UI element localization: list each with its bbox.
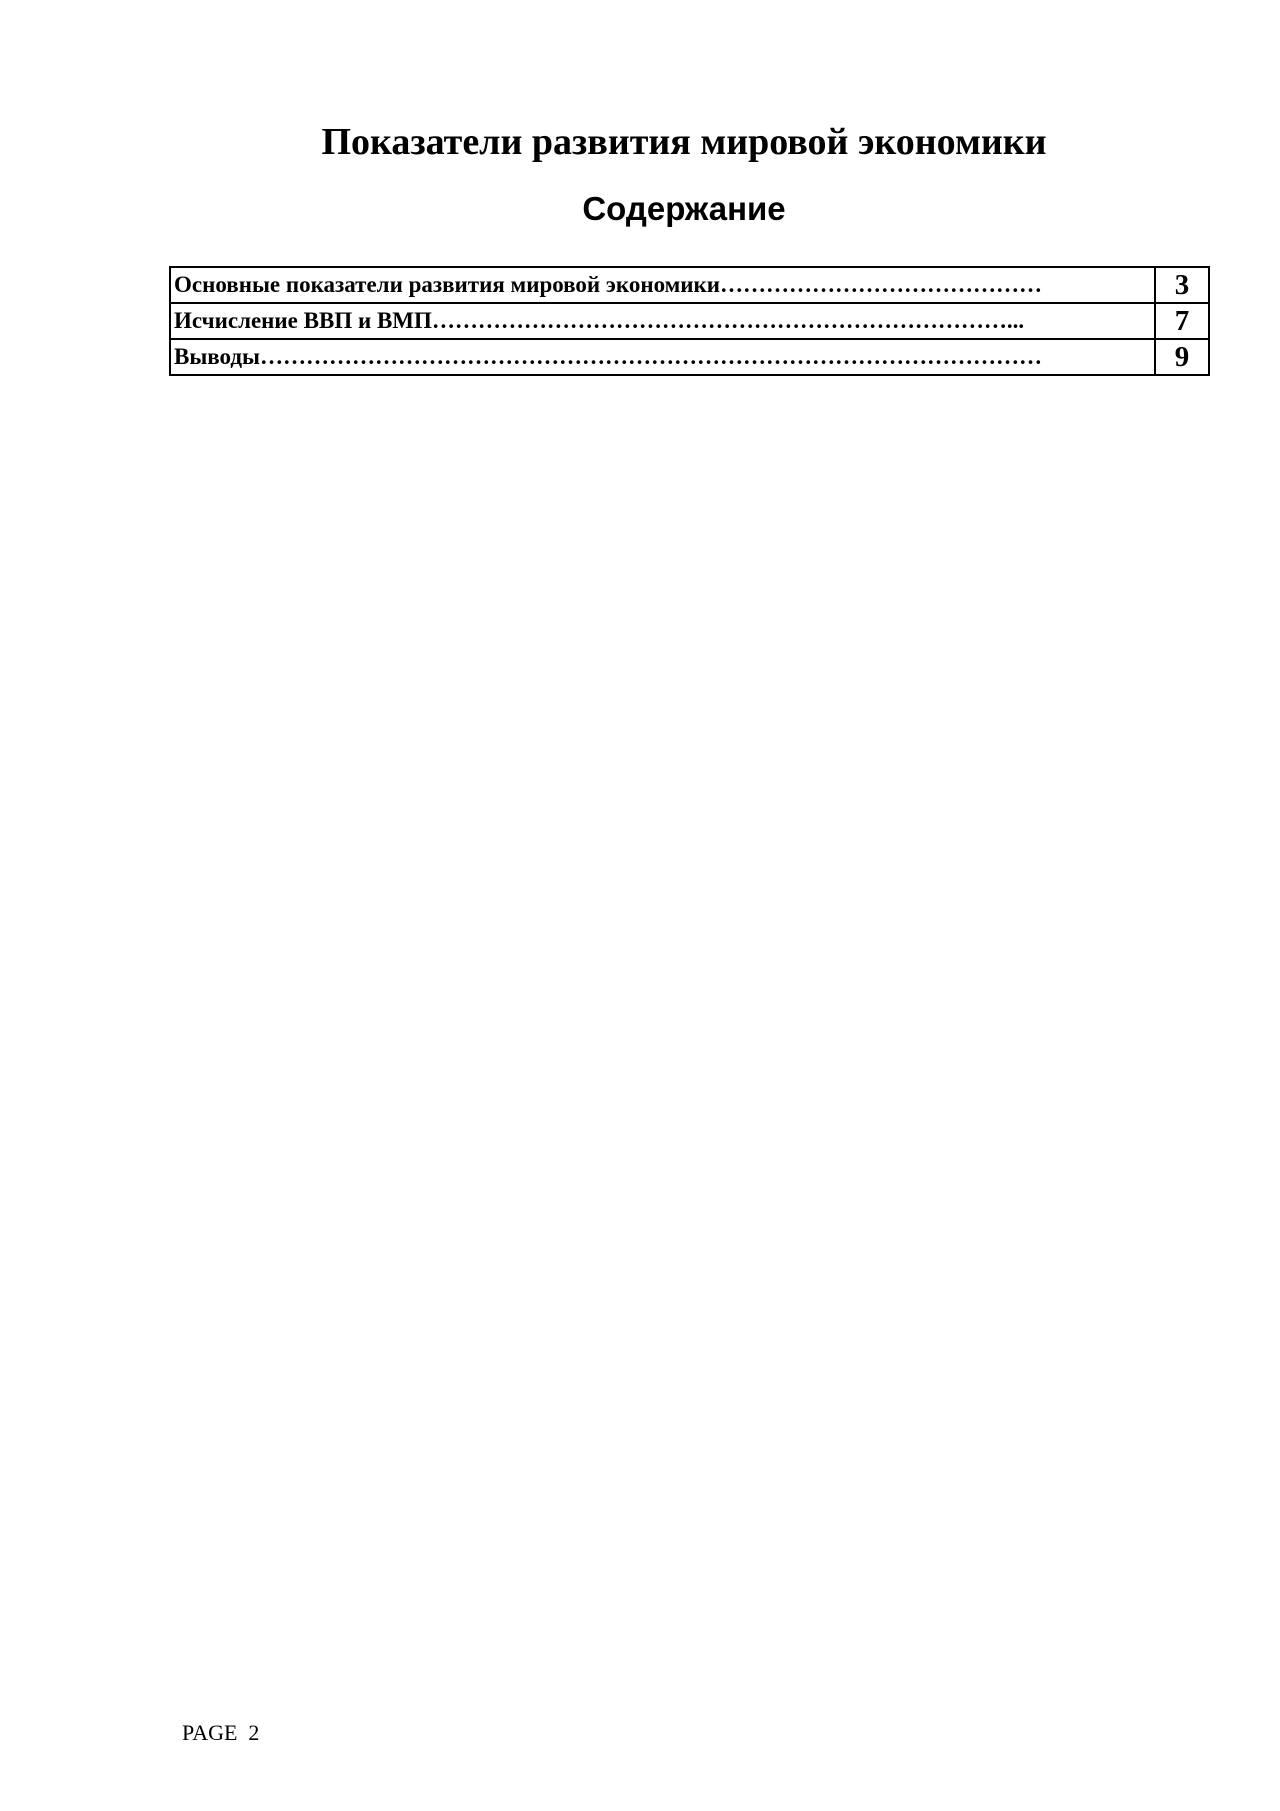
toc-entry-title[interactable]: Исчисление ВВП и ВМП…………………………………………………………………... bbox=[170, 303, 1155, 339]
toc-entry-title[interactable]: Основные показатели развития мировой экономики…………………………………… bbox=[170, 267, 1155, 303]
toc-row[interactable] bbox=[170, 339, 1209, 375]
toc-table bbox=[169, 266, 1210, 376]
toc-entry-page: 9 bbox=[1155, 339, 1209, 375]
page-number-footer: PAGE 2 bbox=[182, 1720, 260, 1745]
toc-entry-title[interactable]: Выводы………………………………………………………………………………………… bbox=[170, 339, 1155, 375]
toc-entry-page: 7 bbox=[1155, 303, 1209, 339]
toc-row[interactable] bbox=[170, 303, 1209, 339]
document-title: Показатели развития мировой экономики bbox=[321, 121, 1047, 163]
toc-heading: Содержание bbox=[582, 190, 786, 227]
toc-row[interactable] bbox=[170, 267, 1209, 303]
toc-entry-page: 3 bbox=[1155, 267, 1209, 303]
